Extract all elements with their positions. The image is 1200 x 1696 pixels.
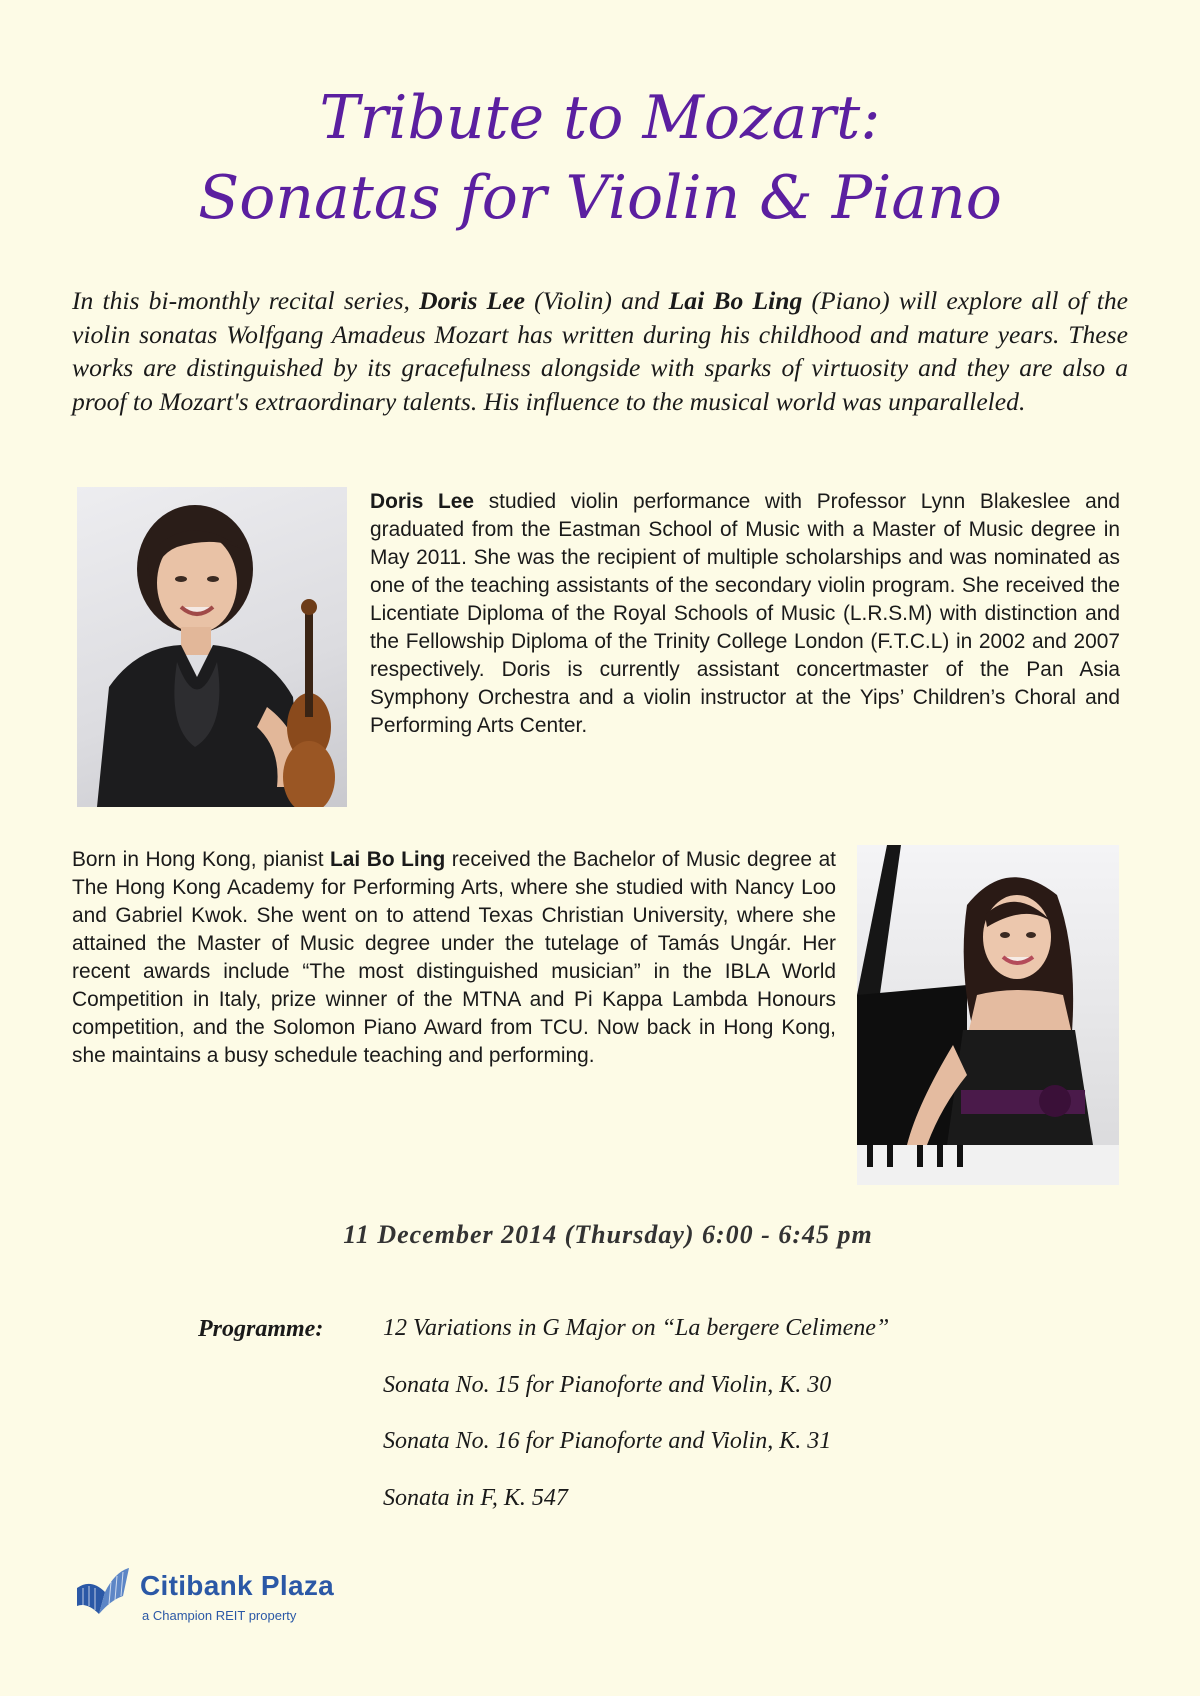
programme-item: Sonata No. 16 for Pianoforte and Violin, K. 31 xyxy=(383,1428,832,1454)
title-line-1: Tribute to Mozart: xyxy=(319,83,881,153)
lai-bo-ling-photo xyxy=(857,845,1119,1185)
programme-item: Sonata No. 15 for Pianoforte and Violin, K. 30 xyxy=(383,1371,832,1398)
intro-name-lai: Lai Bo Ling xyxy=(668,286,803,315)
citibank-plaza-logo-tagline: a Champion REIT property xyxy=(142,1608,297,1623)
bio-text-lai: received the Bachelor of Music degree at The Hong Kong Academy for Performing Arts, where she studied with Nancy Loo and Gabriel Kwok. She went on to attend Texas Christian University, where she attained the Master of Music degree under the tutelage of Tamás Ungár. Her recent awards include “The most distinguished musician” in the IBLA World Competition in Italy, prize winner of the MTNA and Pi Kappa Lambda Honours competition, and the Solomon Piano Award from TCU. Now back in Hong Kong, she maintains a busy schedule teaching and performing. xyxy=(72,848,836,1067)
intro-name-doris: Doris Lee xyxy=(419,286,525,315)
citibank-plaza-logo-name: Citibank Plaza xyxy=(140,1570,335,1601)
bio-prefix-lai: Born in Hong Kong, pianist xyxy=(72,848,331,871)
bio-name-doris: Doris Lee xyxy=(370,490,475,513)
citibank-plaza-logo-icon xyxy=(75,1566,131,1616)
programme-label: Programme: xyxy=(198,1316,324,1342)
event-date: 11 December 2014 (Thursday) 6:00 - 6:45 pm xyxy=(343,1220,873,1249)
title-line-2: Sonatas for Violin & Piano xyxy=(198,163,1002,233)
intro-text-3: (Piano) will explore all of the violin sonatas Wolfgang Amadeus Mozart has written during his childhood and mature years. These works are distinguished by its gracefulness alongside with sparks of virtuosity and they are also a proof to Mozart's extraordinary talents. His influence to the musical world was unparalleled. xyxy=(72,286,1128,416)
lai-bo-ling-bio xyxy=(72,846,836,1070)
page-title xyxy=(0,78,1200,238)
bio-name-lai: Lai Bo Ling xyxy=(330,848,446,871)
programme-item: Sonata in F, K. 547 xyxy=(383,1484,568,1511)
bio-text-doris: studied violin performance with Professor Lynn Blakeslee and graduated from the Eastman School of Music with a Master of Music degree in May 2011. She was the recipient of multiple scholarships and was nominated as one of the teaching assistants of the secondary violin program. She received the Licentiate Diploma of the Royal Schools of Music (L.R.S.M) with distinction and the Fellowship Diploma of the Trinity College London (F.T.C.L) in 2002 and 2007 respectively. Doris is currently assistant concertmaster of the Pan Asia Symphony Orchestra and a violin instructor at the Yips’ Children’s Choral and Performing Arts Center. xyxy=(370,490,1120,737)
intro-text-1: In this bi-monthly recital series, xyxy=(72,286,420,315)
intro-text-2: (Violin) and xyxy=(524,286,669,315)
doris-lee-photo xyxy=(77,487,347,807)
intro-paragraph xyxy=(72,284,1128,418)
doris-lee-bio xyxy=(370,488,1120,740)
programme-list xyxy=(383,1313,889,1539)
programme-item: 12 Variations in G Major on “La bergere Celimene” xyxy=(383,1315,890,1341)
